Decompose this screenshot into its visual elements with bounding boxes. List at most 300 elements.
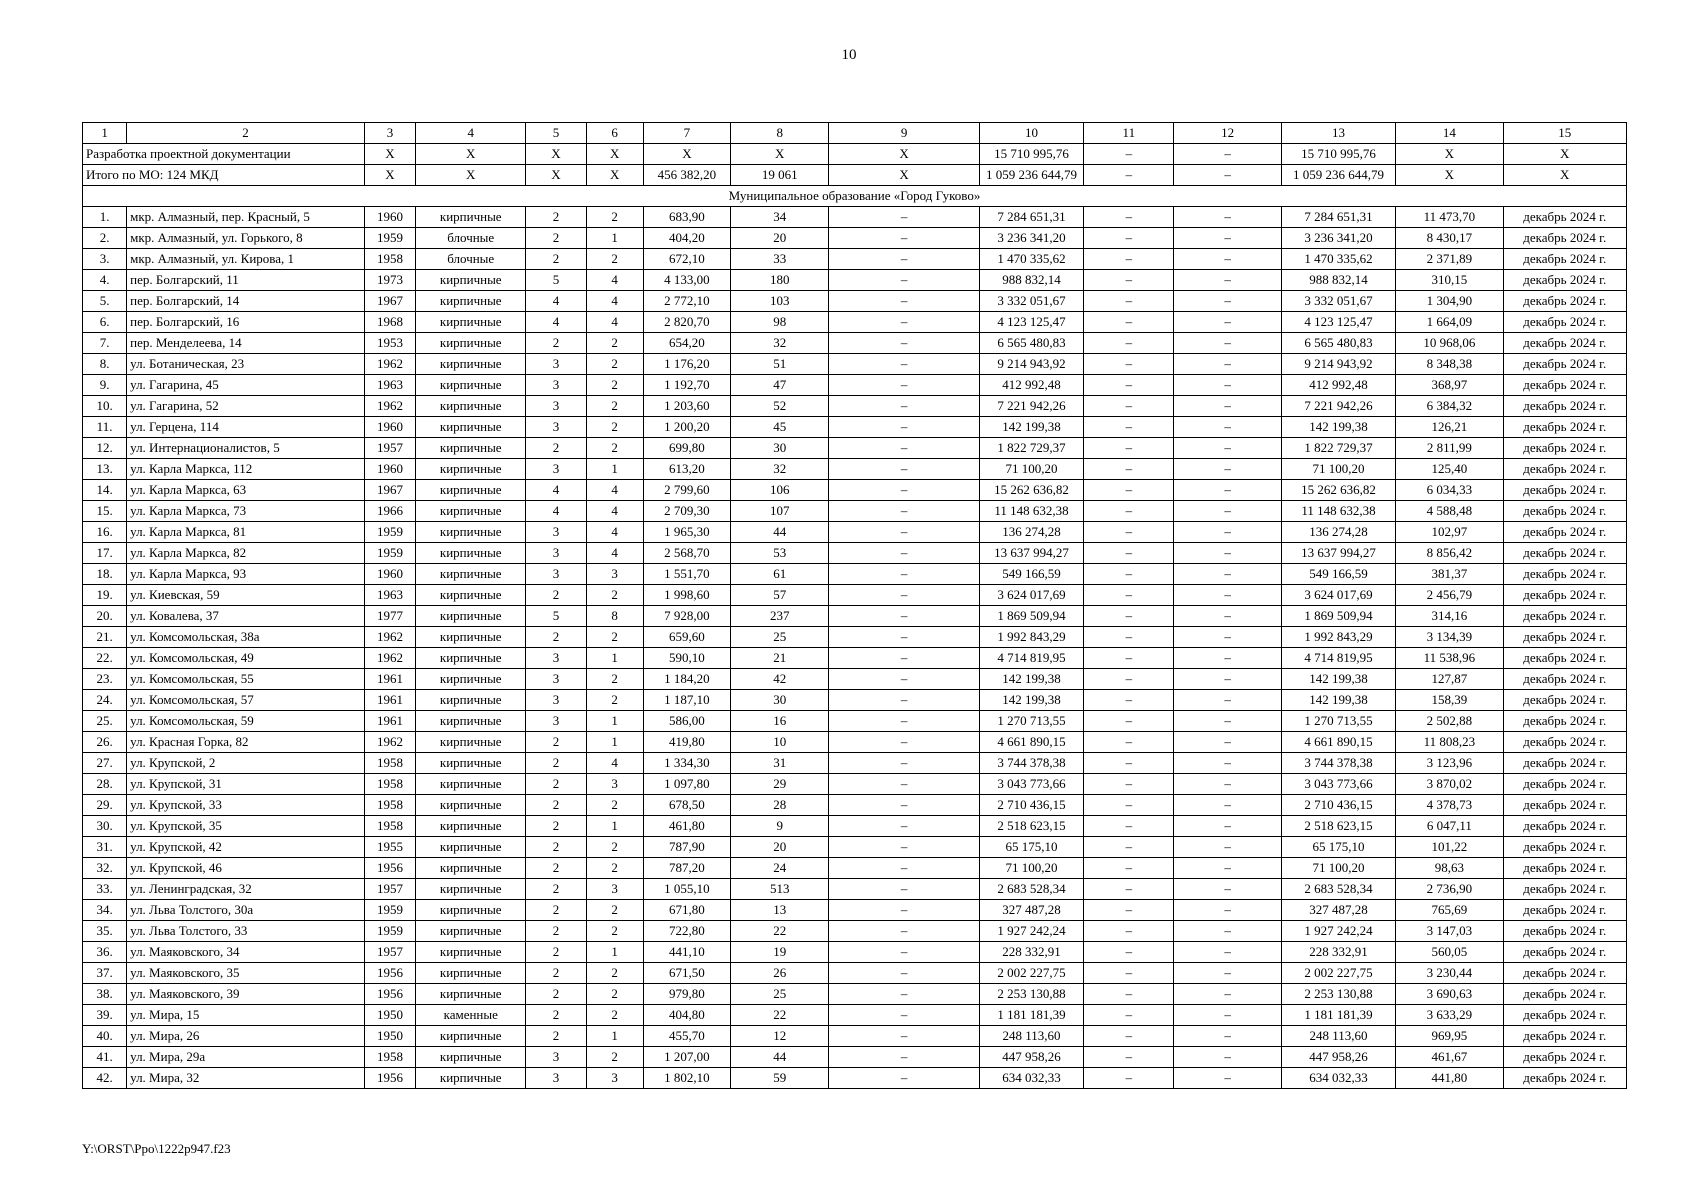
cell-address: ул. Комсомольская, 38а xyxy=(127,627,365,648)
cell-entrances: 4 xyxy=(586,291,643,312)
cell-total-area: 2 568,70 xyxy=(643,543,730,564)
cell-cost-fund: 2 683 528,34 xyxy=(1281,879,1395,900)
cell-cost-total: 4 661 890,15 xyxy=(979,732,1083,753)
cell-floors: 3 xyxy=(526,1068,586,1089)
cell-floors: 2 xyxy=(526,333,586,354)
cell-col-12: – xyxy=(1174,963,1281,984)
cell-completion-date: декабрь 2024 г. xyxy=(1503,732,1627,753)
cell-cost-fund: 3 624 017,69 xyxy=(1281,585,1395,606)
cell-residents: 45 xyxy=(731,417,829,438)
cell-entrances: 4 xyxy=(586,753,643,774)
cell-completion-date: декабрь 2024 г. xyxy=(1503,816,1627,837)
cell-cost-total: 1 869 509,94 xyxy=(979,606,1083,627)
cell-cost-total: 11 148 632,38 xyxy=(979,501,1083,522)
cell-row-number: 1. xyxy=(83,207,127,228)
cell-residents: 52 xyxy=(731,396,829,417)
cell-col-12: – xyxy=(1174,1047,1281,1068)
cell-residents: 9 xyxy=(731,816,829,837)
cell-wall-material: кирпичные xyxy=(416,1068,526,1089)
cell-col-12: – xyxy=(1174,921,1281,942)
cell-col-12: – xyxy=(1174,396,1281,417)
cell-floors: 3 xyxy=(526,459,586,480)
cell-year-built: 1962 xyxy=(364,648,415,669)
cell-year-built: 1973 xyxy=(364,270,415,291)
cell-cost-fund: 9 214 943,92 xyxy=(1281,354,1395,375)
column-number: 7 xyxy=(643,123,730,144)
cell-wall-material: кирпичные xyxy=(416,375,526,396)
summary-cell: X xyxy=(1396,165,1503,186)
cell-col-11: – xyxy=(1084,732,1174,753)
cell-address: ул. Мира, 32 xyxy=(127,1068,365,1089)
cell-col-9: – xyxy=(829,1005,979,1026)
cell-floors: 2 xyxy=(526,900,586,921)
cell-floors: 5 xyxy=(526,270,586,291)
cell-total-area: 1 334,30 xyxy=(643,753,730,774)
cell-row-number: 34. xyxy=(83,900,127,921)
cell-cost-fund: 6 565 480,83 xyxy=(1281,333,1395,354)
cell-col-9: – xyxy=(829,270,979,291)
cell-cost-fund: 71 100,20 xyxy=(1281,858,1395,879)
cell-residents: 53 xyxy=(731,543,829,564)
cell-address: ул. Комсомольская, 49 xyxy=(127,648,365,669)
cell-year-built: 1950 xyxy=(364,1026,415,1047)
cell-residents: 107 xyxy=(731,501,829,522)
cell-year-built: 1968 xyxy=(364,312,415,333)
cell-entrances: 4 xyxy=(586,312,643,333)
table-row xyxy=(83,774,1627,795)
summary-cell: X xyxy=(586,165,643,186)
cell-floors: 3 xyxy=(526,522,586,543)
cell-residents: 34 xyxy=(731,207,829,228)
cell-cost-fund: 3 236 341,20 xyxy=(1281,228,1395,249)
summary-row-total xyxy=(83,165,1627,186)
cell-address: ул. Карла Маркса, 81 xyxy=(127,522,365,543)
cell-cost-fund: 2 710 436,15 xyxy=(1281,795,1395,816)
cell-year-built: 1959 xyxy=(364,921,415,942)
summary-cell: – xyxy=(1174,165,1281,186)
cell-wall-material: блочные xyxy=(416,249,526,270)
cell-cost-fund: 634 032,33 xyxy=(1281,1068,1395,1089)
cell-entrances: 2 xyxy=(586,585,643,606)
cell-completion-date: декабрь 2024 г. xyxy=(1503,858,1627,879)
cell-row-number: 25. xyxy=(83,711,127,732)
cell-cost-fund: 2 002 227,75 xyxy=(1281,963,1395,984)
cell-floors: 2 xyxy=(526,879,586,900)
cell-col-9: – xyxy=(829,543,979,564)
cell-entrances: 3 xyxy=(586,879,643,900)
table-row xyxy=(83,1047,1627,1068)
cell-completion-date: декабрь 2024 г. xyxy=(1503,501,1627,522)
cell-cost-fund: 412 992,48 xyxy=(1281,375,1395,396)
cell-total-area: 659,60 xyxy=(643,627,730,648)
cell-address: пер. Болгарский, 14 xyxy=(127,291,365,312)
summary-cell: X xyxy=(1396,144,1503,165)
cell-total-area: 1 207,00 xyxy=(643,1047,730,1068)
cell-cost-per-sqm: 3 870,02 xyxy=(1396,774,1503,795)
cell-wall-material: кирпичные xyxy=(416,333,526,354)
cell-cost-per-sqm: 560,05 xyxy=(1396,942,1503,963)
cell-col-9: – xyxy=(829,942,979,963)
cell-row-number: 12. xyxy=(83,438,127,459)
cell-col-9: – xyxy=(829,396,979,417)
table-row xyxy=(83,858,1627,879)
cell-cost-per-sqm: 4 378,73 xyxy=(1396,795,1503,816)
cell-col-9: – xyxy=(829,879,979,900)
cell-col-12: – xyxy=(1174,270,1281,291)
cell-completion-date: декабрь 2024 г. xyxy=(1503,984,1627,1005)
cell-address: ул. Интернационалистов, 5 xyxy=(127,438,365,459)
cell-cost-fund: 228 332,91 xyxy=(1281,942,1395,963)
cell-address: ул. Крупской, 42 xyxy=(127,837,365,858)
cell-cost-per-sqm: 11 808,23 xyxy=(1396,732,1503,753)
column-number: 4 xyxy=(416,123,526,144)
cell-total-area: 586,00 xyxy=(643,711,730,732)
cell-entrances: 8 xyxy=(586,606,643,627)
cell-completion-date: декабрь 2024 г. xyxy=(1503,753,1627,774)
cell-residents: 103 xyxy=(731,291,829,312)
cell-row-number: 20. xyxy=(83,606,127,627)
section-title: Муниципальное образование «Город Гуково» xyxy=(83,186,1627,207)
column-number: 14 xyxy=(1396,123,1503,144)
table-row xyxy=(83,669,1627,690)
cell-completion-date: декабрь 2024 г. xyxy=(1503,1047,1627,1068)
cell-col-12: – xyxy=(1174,627,1281,648)
table-row xyxy=(83,879,1627,900)
cell-completion-date: декабрь 2024 г. xyxy=(1503,879,1627,900)
cell-col-11: – xyxy=(1084,1026,1174,1047)
table-row xyxy=(83,459,1627,480)
cell-cost-fund: 1 992 843,29 xyxy=(1281,627,1395,648)
cell-cost-total: 71 100,20 xyxy=(979,858,1083,879)
cell-floors: 2 xyxy=(526,963,586,984)
cell-address: ул. Маяковского, 34 xyxy=(127,942,365,963)
summary-cell: 1 059 236 644,79 xyxy=(979,165,1083,186)
cell-wall-material: кирпичные xyxy=(416,900,526,921)
cell-year-built: 1966 xyxy=(364,501,415,522)
table-row xyxy=(83,606,1627,627)
cell-floors: 2 xyxy=(526,1026,586,1047)
summary-label: Итого по МО: 124 МКД xyxy=(83,165,365,186)
cell-col-12: – xyxy=(1174,501,1281,522)
cell-total-area: 404,20 xyxy=(643,228,730,249)
cell-col-11: – xyxy=(1084,858,1174,879)
footer-file-path: Y:\ORST\Ppo\1222p947.f23 xyxy=(82,1141,231,1156)
cell-cost-fund: 65 175,10 xyxy=(1281,837,1395,858)
cell-residents: 33 xyxy=(731,249,829,270)
cell-entrances: 1 xyxy=(586,228,643,249)
cell-residents: 44 xyxy=(731,1047,829,1068)
cell-floors: 2 xyxy=(526,921,586,942)
table-row xyxy=(83,207,1627,228)
cell-col-12: – xyxy=(1174,585,1281,606)
cell-address: ул. Крупской, 31 xyxy=(127,774,365,795)
cell-year-built: 1957 xyxy=(364,438,415,459)
cell-cost-per-sqm: 8 348,38 xyxy=(1396,354,1503,375)
cell-cost-per-sqm: 1 304,90 xyxy=(1396,291,1503,312)
table-row xyxy=(83,795,1627,816)
cell-cost-fund: 142 199,38 xyxy=(1281,669,1395,690)
cell-col-9: – xyxy=(829,333,979,354)
table-row xyxy=(83,837,1627,858)
cell-wall-material: каменные xyxy=(416,1005,526,1026)
cell-floors: 2 xyxy=(526,816,586,837)
cell-total-area: 461,80 xyxy=(643,816,730,837)
cell-address: ул. Карла Маркса, 82 xyxy=(127,543,365,564)
cell-year-built: 1953 xyxy=(364,333,415,354)
cell-wall-material: кирпичные xyxy=(416,522,526,543)
cell-total-area: 1 192,70 xyxy=(643,375,730,396)
cell-cost-per-sqm: 368,97 xyxy=(1396,375,1503,396)
cell-year-built: 1961 xyxy=(364,711,415,732)
cell-row-number: 16. xyxy=(83,522,127,543)
cell-total-area: 1 998,60 xyxy=(643,585,730,606)
cell-entrances: 1 xyxy=(586,942,643,963)
table-row xyxy=(83,753,1627,774)
cell-col-9: – xyxy=(829,480,979,501)
cell-col-11: – xyxy=(1084,270,1174,291)
summary-cell: X xyxy=(364,144,415,165)
cell-cost-fund: 447 958,26 xyxy=(1281,1047,1395,1068)
cell-cost-per-sqm: 2 456,79 xyxy=(1396,585,1503,606)
cell-col-11: – xyxy=(1084,501,1174,522)
cell-col-11: – xyxy=(1084,984,1174,1005)
cell-cost-fund: 1 927 242,24 xyxy=(1281,921,1395,942)
cell-year-built: 1961 xyxy=(364,690,415,711)
registry-table xyxy=(82,122,1627,1089)
cell-row-number: 33. xyxy=(83,879,127,900)
cell-residents: 21 xyxy=(731,648,829,669)
cell-row-number: 3. xyxy=(83,249,127,270)
cell-completion-date: декабрь 2024 г. xyxy=(1503,648,1627,669)
cell-col-12: – xyxy=(1174,459,1281,480)
cell-total-area: 1 551,70 xyxy=(643,564,730,585)
cell-entrances: 2 xyxy=(586,417,643,438)
cell-row-number: 38. xyxy=(83,984,127,1005)
cell-col-11: – xyxy=(1084,396,1174,417)
cell-row-number: 17. xyxy=(83,543,127,564)
cell-cost-total: 9 214 943,92 xyxy=(979,354,1083,375)
cell-completion-date: декабрь 2024 г. xyxy=(1503,942,1627,963)
cell-total-area: 7 928,00 xyxy=(643,606,730,627)
cell-col-12: – xyxy=(1174,753,1281,774)
cell-cost-per-sqm: 101,22 xyxy=(1396,837,1503,858)
cell-completion-date: декабрь 2024 г. xyxy=(1503,837,1627,858)
cell-col-11: – xyxy=(1084,669,1174,690)
cell-col-11: – xyxy=(1084,354,1174,375)
summary-cell: X xyxy=(731,144,829,165)
cell-floors: 2 xyxy=(526,1005,586,1026)
cell-col-9: – xyxy=(829,585,979,606)
cell-cost-fund: 1 181 181,39 xyxy=(1281,1005,1395,1026)
cell-floors: 2 xyxy=(526,207,586,228)
cell-total-area: 722,80 xyxy=(643,921,730,942)
cell-cost-total: 136 274,28 xyxy=(979,522,1083,543)
cell-col-12: – xyxy=(1174,249,1281,270)
cell-cost-total: 412 992,48 xyxy=(979,375,1083,396)
cell-wall-material: кирпичные xyxy=(416,795,526,816)
table-row xyxy=(83,711,1627,732)
summary-cell: – xyxy=(1084,144,1174,165)
cell-col-11: – xyxy=(1084,1047,1174,1068)
cell-floors: 3 xyxy=(526,564,586,585)
cell-residents: 29 xyxy=(731,774,829,795)
cell-col-9: – xyxy=(829,606,979,627)
cell-cost-fund: 4 714 819,95 xyxy=(1281,648,1395,669)
cell-cost-total: 3 043 773,66 xyxy=(979,774,1083,795)
cell-floors: 2 xyxy=(526,837,586,858)
cell-col-9: – xyxy=(829,627,979,648)
cell-completion-date: декабрь 2024 г. xyxy=(1503,312,1627,333)
cell-cost-fund: 4 661 890,15 xyxy=(1281,732,1395,753)
cell-residents: 25 xyxy=(731,984,829,1005)
cell-year-built: 1960 xyxy=(364,459,415,480)
cell-cost-total: 4 123 125,47 xyxy=(979,312,1083,333)
cell-total-area: 455,70 xyxy=(643,1026,730,1047)
cell-completion-date: декабрь 2024 г. xyxy=(1503,795,1627,816)
cell-cost-per-sqm: 10 968,06 xyxy=(1396,333,1503,354)
cell-col-11: – xyxy=(1084,795,1174,816)
cell-col-12: – xyxy=(1174,711,1281,732)
cell-completion-date: декабрь 2024 г. xyxy=(1503,207,1627,228)
cell-residents: 13 xyxy=(731,900,829,921)
cell-cost-per-sqm: 11 473,70 xyxy=(1396,207,1503,228)
cell-cost-total: 2 683 528,34 xyxy=(979,879,1083,900)
cell-cost-fund: 7 221 942,26 xyxy=(1281,396,1395,417)
cell-total-area: 1 184,20 xyxy=(643,669,730,690)
cell-col-12: – xyxy=(1174,228,1281,249)
cell-floors: 3 xyxy=(526,396,586,417)
cell-cost-total: 65 175,10 xyxy=(979,837,1083,858)
cell-wall-material: кирпичные xyxy=(416,963,526,984)
cell-entrances: 2 xyxy=(586,333,643,354)
cell-total-area: 787,90 xyxy=(643,837,730,858)
cell-year-built: 1959 xyxy=(364,900,415,921)
cell-entrances: 2 xyxy=(586,1005,643,1026)
cell-row-number: 6. xyxy=(83,312,127,333)
cell-completion-date: декабрь 2024 г. xyxy=(1503,564,1627,585)
cell-cost-total: 2 253 130,88 xyxy=(979,984,1083,1005)
column-number: 3 xyxy=(364,123,415,144)
cell-col-12: – xyxy=(1174,942,1281,963)
column-number: 13 xyxy=(1281,123,1395,144)
cell-year-built: 1956 xyxy=(364,1068,415,1089)
cell-year-built: 1959 xyxy=(364,543,415,564)
cell-row-number: 39. xyxy=(83,1005,127,1026)
table-row xyxy=(83,564,1627,585)
cell-cost-fund: 3 043 773,66 xyxy=(1281,774,1395,795)
cell-wall-material: кирпичные xyxy=(416,417,526,438)
cell-cost-fund: 11 148 632,38 xyxy=(1281,501,1395,522)
cell-cost-total: 7 221 942,26 xyxy=(979,396,1083,417)
cell-year-built: 1958 xyxy=(364,816,415,837)
cell-col-12: – xyxy=(1174,816,1281,837)
cell-wall-material: кирпичные xyxy=(416,753,526,774)
cell-row-number: 26. xyxy=(83,732,127,753)
cell-address: ул. Гагарина, 52 xyxy=(127,396,365,417)
cell-floors: 2 xyxy=(526,249,586,270)
cell-cost-per-sqm: 102,97 xyxy=(1396,522,1503,543)
cell-col-11: – xyxy=(1084,1005,1174,1026)
cell-total-area: 2 820,70 xyxy=(643,312,730,333)
cell-wall-material: кирпичные xyxy=(416,984,526,1005)
cell-cost-total: 327 487,28 xyxy=(979,900,1083,921)
cell-col-11: – xyxy=(1084,690,1174,711)
cell-residents: 22 xyxy=(731,921,829,942)
cell-floors: 4 xyxy=(526,291,586,312)
cell-cost-per-sqm: 3 690,63 xyxy=(1396,984,1503,1005)
cell-floors: 2 xyxy=(526,753,586,774)
cell-col-11: – xyxy=(1084,585,1174,606)
cell-cost-per-sqm: 2 371,89 xyxy=(1396,249,1503,270)
cell-completion-date: декабрь 2024 г. xyxy=(1503,711,1627,732)
cell-cost-fund: 1 470 335,62 xyxy=(1281,249,1395,270)
cell-address: ул. Крупской, 2 xyxy=(127,753,365,774)
cell-row-number: 29. xyxy=(83,795,127,816)
cell-cost-per-sqm: 969,95 xyxy=(1396,1026,1503,1047)
column-number: 15 xyxy=(1503,123,1627,144)
cell-year-built: 1959 xyxy=(364,522,415,543)
cell-floors: 3 xyxy=(526,711,586,732)
summary-cell: – xyxy=(1084,165,1174,186)
cell-col-11: – xyxy=(1084,438,1174,459)
cell-floors: 2 xyxy=(526,585,586,606)
cell-completion-date: декабрь 2024 г. xyxy=(1503,606,1627,627)
cell-col-9: – xyxy=(829,648,979,669)
cell-cost-per-sqm: 6 384,32 xyxy=(1396,396,1503,417)
cell-cost-total: 2 518 623,15 xyxy=(979,816,1083,837)
table-row xyxy=(83,375,1627,396)
table-row xyxy=(83,270,1627,291)
table-row xyxy=(83,942,1627,963)
cell-address: ул. Гагарина, 45 xyxy=(127,375,365,396)
cell-wall-material: кирпичные xyxy=(416,1047,526,1068)
cell-completion-date: декабрь 2024 г. xyxy=(1503,270,1627,291)
cell-col-12: – xyxy=(1174,795,1281,816)
cell-entrances: 2 xyxy=(586,249,643,270)
cell-year-built: 1960 xyxy=(364,564,415,585)
cell-entrances: 4 xyxy=(586,270,643,291)
cell-cost-per-sqm: 4 588,48 xyxy=(1396,501,1503,522)
cell-col-9: – xyxy=(829,690,979,711)
cell-col-11: – xyxy=(1084,921,1174,942)
cell-year-built: 1956 xyxy=(364,858,415,879)
cell-col-12: – xyxy=(1174,690,1281,711)
cell-wall-material: кирпичные xyxy=(416,816,526,837)
cell-year-built: 1962 xyxy=(364,627,415,648)
cell-row-number: 42. xyxy=(83,1068,127,1089)
table-row xyxy=(83,396,1627,417)
cell-col-12: – xyxy=(1174,669,1281,690)
cell-residents: 57 xyxy=(731,585,829,606)
cell-wall-material: кирпичные xyxy=(416,942,526,963)
cell-year-built: 1967 xyxy=(364,480,415,501)
cell-completion-date: декабрь 2024 г. xyxy=(1503,291,1627,312)
cell-completion-date: декабрь 2024 г. xyxy=(1503,228,1627,249)
cell-col-12: – xyxy=(1174,564,1281,585)
cell-col-9: – xyxy=(829,711,979,732)
column-number: 10 xyxy=(979,123,1083,144)
cell-residents: 20 xyxy=(731,228,829,249)
cell-year-built: 1958 xyxy=(364,774,415,795)
cell-col-11: – xyxy=(1084,207,1174,228)
cell-cost-total: 1 992 843,29 xyxy=(979,627,1083,648)
cell-row-number: 27. xyxy=(83,753,127,774)
section-title-row xyxy=(83,186,1627,207)
cell-completion-date: декабрь 2024 г. xyxy=(1503,417,1627,438)
cell-col-9: – xyxy=(829,774,979,795)
cell-entrances: 2 xyxy=(586,837,643,858)
cell-col-12: – xyxy=(1174,1026,1281,1047)
